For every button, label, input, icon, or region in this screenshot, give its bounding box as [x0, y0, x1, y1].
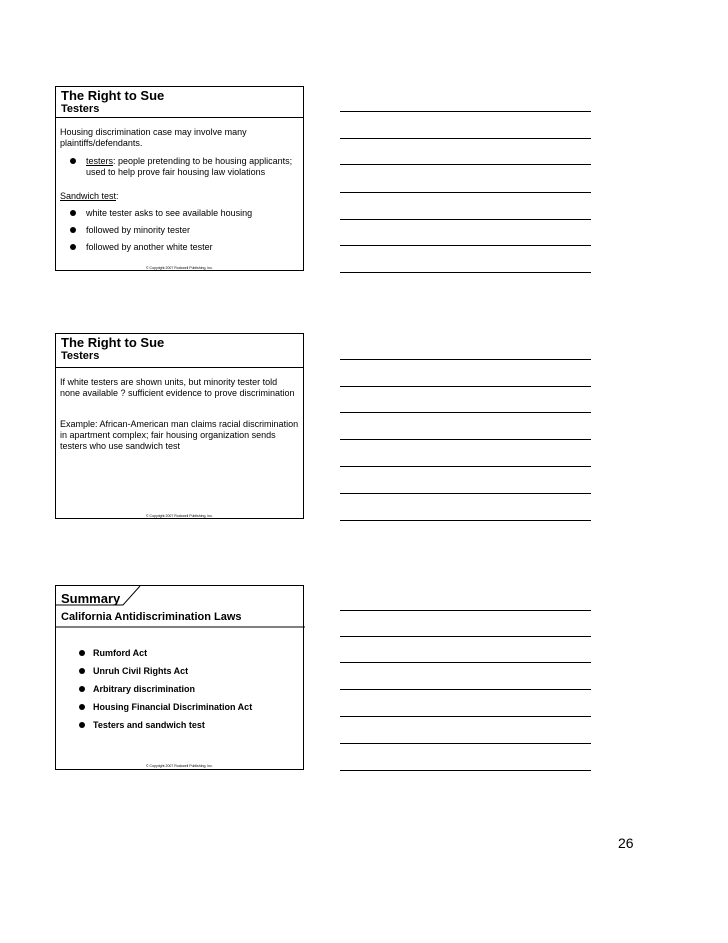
- list-item: [56, 648, 303, 666]
- note-line: [340, 359, 591, 360]
- note-line: [340, 439, 591, 440]
- sandwich-heading: [60, 191, 299, 202]
- slide-title: The Right to Sue: [61, 88, 165, 103]
- slide-subtitle: California Antidiscrimination Laws: [61, 611, 242, 623]
- note-line: [340, 689, 591, 690]
- note-line: [340, 138, 591, 139]
- slide-subtitle: Testers: [61, 103, 100, 115]
- list-item: [56, 666, 303, 684]
- note-line: [340, 245, 591, 246]
- paragraph: If white testers are shown units, but minority tester told none available ? sufficient evidence to prove discrimination: [60, 377, 295, 398]
- bullet-dot-icon: [70, 227, 76, 233]
- slide-body: [60, 377, 299, 452]
- list-item: [56, 684, 303, 702]
- note-line: [340, 493, 591, 494]
- list-item-text: followed by another white tester: [86, 242, 213, 252]
- summary-list: [56, 648, 303, 738]
- header-divider: [56, 367, 303, 368]
- list-item-text: Rumford Act: [93, 648, 148, 658]
- bullet-dot-icon: [79, 650, 85, 656]
- testers-bullet: [60, 156, 299, 178]
- bullet-dot-icon: [70, 158, 76, 164]
- sandwich-heading-text: Sandwich test: [60, 191, 117, 201]
- note-line: [340, 610, 591, 611]
- bullet-dot-icon: [79, 704, 85, 710]
- note-line: [340, 219, 591, 220]
- copyright-text: © Copyright 2007 Rockwell Publishing, Inc.: [146, 266, 213, 270]
- bullet-dot-icon: [70, 210, 76, 216]
- slide-header: [56, 87, 303, 115]
- note-line: [340, 662, 591, 663]
- note-line: [340, 111, 591, 112]
- note-line: [340, 164, 591, 165]
- slide-title: The Right to Sue: [61, 335, 165, 350]
- sandwich-heading-colon: :: [116, 191, 119, 201]
- copyright-text: © Copyright 2007 Rockwell Publishing, Inc.: [146, 514, 213, 518]
- slide-2: [55, 333, 304, 519]
- note-line: [340, 272, 591, 273]
- slide-1: [55, 86, 304, 271]
- list-item-text: Housing Financial Discrimination Act: [93, 702, 253, 712]
- list-item: [56, 702, 303, 720]
- bullet-dot-icon: [70, 244, 76, 250]
- slide-subtitle: Testers: [61, 350, 100, 362]
- copyright-text: © Copyright 2007 Rockwell Publishing, Inc.: [146, 764, 213, 768]
- note-line: [340, 412, 591, 413]
- note-line: [340, 770, 591, 771]
- list-item-text: Arbitrary discrimination: [93, 684, 196, 694]
- note-line: [340, 716, 591, 717]
- list-item: [60, 225, 299, 236]
- page-number: 26: [618, 835, 634, 851]
- list-item-text: Unruh Civil Rights Act: [93, 666, 189, 676]
- note-line: [340, 466, 591, 467]
- list-item: [60, 208, 299, 219]
- paragraph: Example: African-American man claims racial discrimination in apartment complex; fair housing organization sends testers who use sandwich test: [60, 419, 299, 451]
- note-line: [340, 520, 591, 521]
- bullet-dot-icon: [79, 668, 85, 674]
- list-item: [56, 720, 303, 738]
- slide-title: Summary: [61, 591, 121, 606]
- list-item-text: Testers and sandwich test: [93, 720, 205, 730]
- header-divider: [56, 117, 303, 118]
- intro-text: Housing discrimination case may involve many plaintiffs/defendants.: [60, 127, 247, 148]
- bullet-dot-icon: [79, 686, 85, 692]
- testers-term: testers: [86, 156, 114, 166]
- list-item-text: white tester asks to see available housing: [86, 208, 253, 218]
- slide-body: [60, 127, 299, 253]
- note-line: [340, 636, 591, 637]
- slide-header: [56, 334, 303, 362]
- list-item: [60, 242, 299, 253]
- note-line: [340, 743, 591, 744]
- bullet-dot-icon: [79, 722, 85, 728]
- testers-definition: : people pretending to be housing applicants; used to help prove fair housing law violations: [86, 156, 293, 177]
- note-line: [340, 192, 591, 193]
- note-line: [340, 386, 591, 387]
- list-item-text: followed by minority tester: [86, 225, 191, 235]
- slide-3: [55, 585, 304, 770]
